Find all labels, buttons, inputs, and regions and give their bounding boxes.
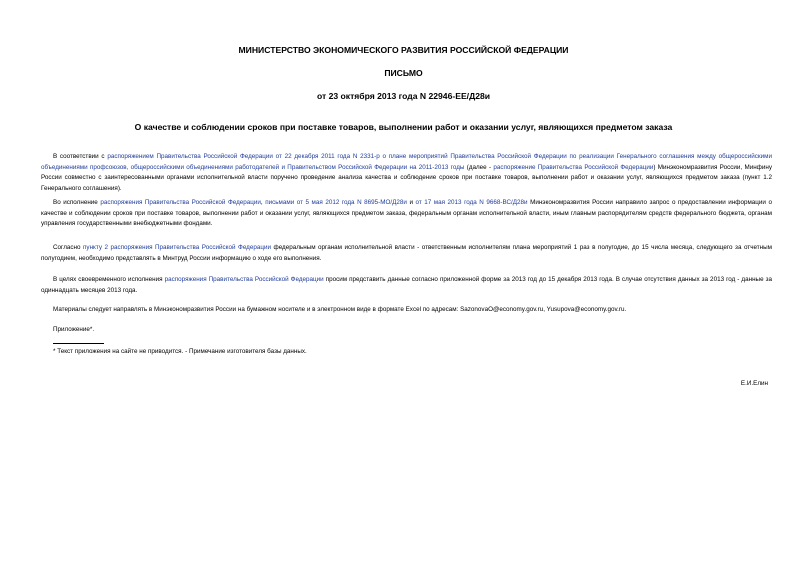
paragraph-text: (далее - — [464, 163, 494, 171]
link-order-point-2[interactable]: пункту 2 распоряжения Правительства Российской Федерации — [83, 244, 272, 251]
paragraph-text: В целях своевременного исполнения — [53, 276, 165, 283]
document-subject: О качестве и соблюдении сроков при поставке товаров, выполнении работ и оказании услуг, являющихся предметом заказа — [134, 122, 673, 132]
paragraph-text: и — [406, 199, 416, 206]
paragraph-3 — [41, 243, 772, 264]
paragraph-text: Во исполнение — [53, 199, 101, 206]
paragraph-5: Материалы следует направлять в Минэкономразвития России на бумажном носителе и в электронном виде в формате Excel по адресам: SazonovaO@economy.gov.ru, Yusupova@economy.gov.ru. — [53, 306, 627, 313]
paragraph-text: Согласно — [53, 244, 84, 251]
link-letter-8695[interactable]: письмами от 5 мая 2012 года N 8695-МО/Д28и — [265, 199, 407, 206]
paragraph-text: федеральным органам исполнительной власти - ответственным исполнителям плана мероприятий 1 раз в полугодие, до 15 числа месяца, следующего за отчетным полугодием, необходимо представлять в Минтруд России информацию о ходе его выполнения. — [41, 244, 772, 262]
paragraph-text: В соответствии с — [53, 153, 108, 160]
link-government-order[interactable]: распоряжения Правительства Российской Федерации — [164, 276, 324, 283]
link-government-order[interactable]: распоряжения Правительства Российской Федерации — [100, 199, 261, 206]
footnote-separator — [53, 343, 104, 344]
document-type: ПИСЬМО — [384, 68, 423, 78]
ministry-heading: МИНИСТЕРСТВО ЭКОНОМИЧЕСКОГО РАЗВИТИЯ РОССИЙСКОЙ ФЕДЕРАЦИИ — [238, 45, 569, 55]
signature: Е.И.Елин — [740, 380, 768, 387]
footnote: * Текст приложения на сайте не приводится. - Примечание изготовителя базы данных. — [53, 348, 307, 355]
document-date-number: от 23 октября 2013 года N 22946-ЕЕ/Д28и — [316, 91, 491, 101]
paragraph-4 — [41, 275, 772, 296]
paragraph-text: , — [260, 199, 266, 206]
paragraph-1 — [41, 152, 772, 194]
paragraph-text: просим представить данные согласно приложенной форме за 2013 год до 15 декабря 2013 года. В случае отсутствия данных за 2013 год - данные за одиннадцать месяцев 2013 года. — [41, 276, 772, 294]
link-government-order-2331[interactable]: распоряжением Правительства Российской Федерации от 22 декабря 2011 года N 2331-р о плане мероприятий Правительства Российской Федерации по реализации Генерального соглашения между общероссийскими объединениями профсоюзов, общероссийскими объединениями работодателей и Правительством Российской Федерации на 2011-2013 годы — [41, 153, 772, 171]
paragraph-2 — [41, 198, 772, 230]
link-letter-9668[interactable]: от 17 мая 2013 года N 9668-ВС/Д28и — [415, 199, 528, 206]
link-government-order[interactable]: распоряжение Правительства Российской Федерации — [493, 163, 654, 171]
attachment-label: Приложение*. — [53, 326, 95, 333]
paragraph-text: ) Минэкономразвития России, Минфину России совместно с заинтересованными органами исполнительной власти поручено проведение анализа качества и соблюдение сроков при поставке товаров, выполнении работ и оказании услуг, являющихся предметом заказа (пункт 1.2 Генерального соглашения). — [41, 163, 773, 192]
paragraph-text: Минэкономразвития России направило запрос о предоставлении информации о качестве и соблюдении сроков при поставке товаров, выполнении работ и оказании услуг, являющихся предметом заказа, федеральным органам исполнительной власти, иным главным распорядителям средств федерального бюджета, органам управления государственными внебюджетными фондами. — [41, 199, 772, 227]
